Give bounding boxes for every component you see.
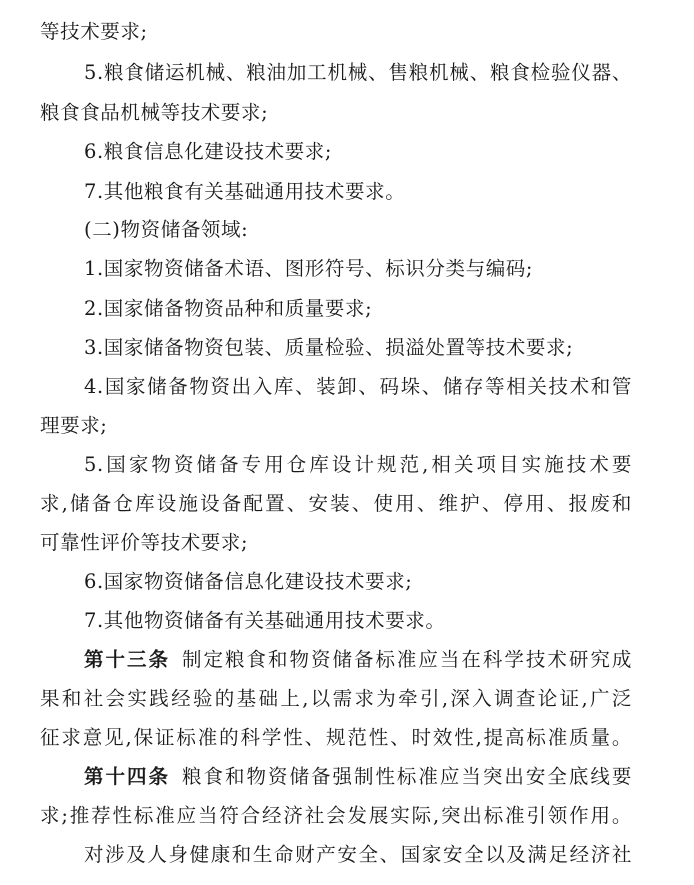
text-line: 对涉及人身健康和生命财产安全、国家安全以及满足经济社 [84,843,632,866]
text-line: 5.国家物资储备专用仓库设计规范,相关项目实施技术要 [84,453,632,476]
text-line: 果和社会实践经验的基础上,以需求为牵引,深入调查论证,广泛 [40,687,632,710]
text-line: 求;推荐性标准应当符合经济社会发展实际,突出标准引领作用。 [40,804,632,827]
text-line: 5.粮食储运机械、粮油加工机械、售粮机械、粮食检验仪器、 [84,61,632,84]
article-number: 第十四条 [84,765,170,788]
text-line: 7.其他物资储备有关基础通用技术要求。 [84,609,446,632]
text-line: 1.国家物资储备术语、图形符号、标识分类与编码; [84,257,534,280]
section-heading: (二)物资储备领域: [84,218,249,241]
text-line: 可靠性评价等技术要求; [40,531,249,554]
text-line: 2.国家储备物资品种和质量要求; [84,297,373,320]
text-line: 7.其他粮食有关基础通用技术要求。 [84,180,406,203]
text-line: 粮食食品机械等技术要求; [40,101,269,124]
text-line: 6.粮食信息化建设技术要求; [84,140,333,163]
text-line: 3.国家储备物资包装、质量检验、损溢处置等技术要求; [84,336,574,359]
text-line: 等技术要求; [40,20,148,43]
text-line: 6.国家物资储备信息化建设技术要求; [84,570,413,593]
article-line [0,759,694,795]
text-line: 理要求; [40,414,108,437]
text-line: 4.国家储备物资出入库、装卸、码垛、储存等相关技术和管 [84,375,632,398]
article-text: 制定粮食和物资储备标准应当在科学技术研究成 [181,648,632,671]
text-line: 征求意见,保证标准的科学性、规范性、时效性,提高标准质量。 [40,726,632,749]
text-line: 求,储备仓库设施设备配置、安装、使用、维护、停用、报废和 [40,492,632,515]
article-text: 粮食和物资储备强制性标准应当突出安全底线要 [181,765,632,788]
article-line [0,642,694,678]
article-number: 第十三条 [84,648,170,671]
